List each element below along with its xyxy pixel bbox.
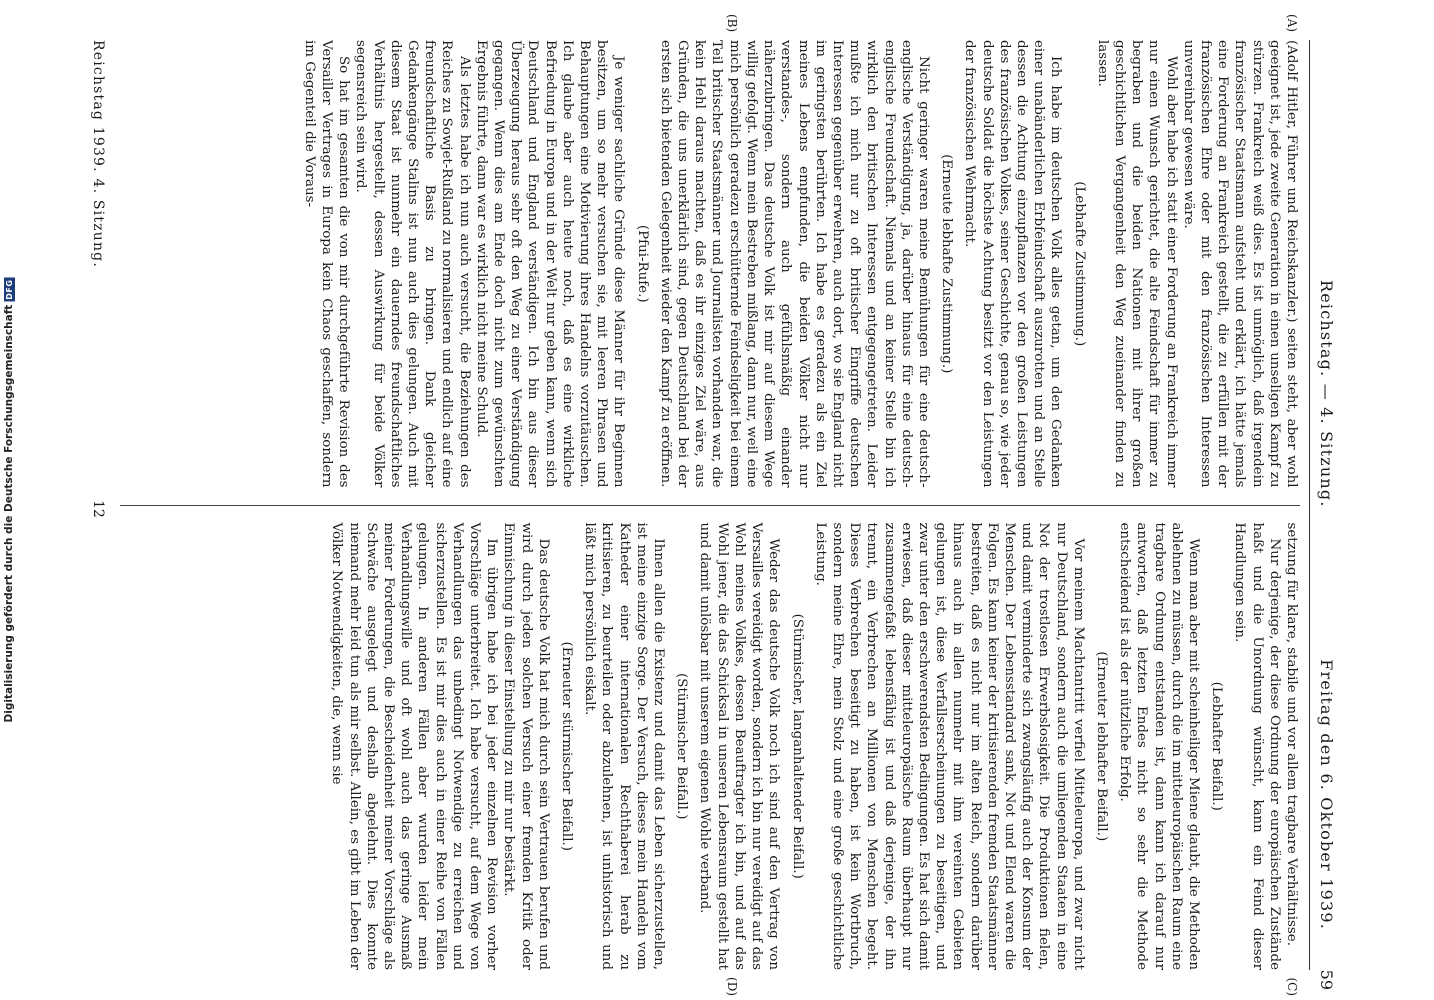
left-column (120, 14, 1300, 488)
dfg-logo: DFG (4, 279, 14, 300)
paragraph: Wenn man aber mit scheinheiliger Miene glaubt, die Methoden ablehnen zu müssen, durch die im mitteleuropäischen Raum eine tragbare Ordnung entstanden ist, dann kann ich darauf nur antworten, daß letzten Endes nicht so sehr die Methode entscheidend ist als der nützliche Erfolg. (1117, 522, 1201, 970)
margin-marker-a: (A) (1285, 14, 1299, 33)
paragraph: Je weniger sachliche Gründe diese Männer für ihr Beginnen besitzen, um so mehr versuchen sie, mit leeren Phrasen und Behauptungen eine Motivierung ihres Handelns vorzutäuschen. Ich glaube aber auch heute noch, daß es eine wirkliche Befriedung in Europa und in der Welt nur geben kann, wenn sich Deutschland und England verständigen. Ich bin aus dieser Überzeugung heraus sehr oft den Weg zu einer Verständigung gegangen. Wenn dies am Ende doch nicht zum gewünschten Ergebnis führte, dann war es wirklich nicht meine Schuld. (473, 40, 627, 488)
stage-direction: (Stürmischer Beifall.) (674, 673, 690, 820)
page-header (1309, 40, 1340, 990)
paragraph: Als letztes habe ich nun auch versucht, die Beziehungen des Reiches zu Sowjet-Rußland zu normalisieren und endlich auf eine freundschaftliche Basis zu bringen. Dank gleicher Gedankengänge Stalins ist nun auch dies gelungen. Auch mit diesem Staat ist nunmehr ein dauerndes freundschaftliches Verhältnis hergestellt, dessen Auswirkung für beide Völker segensreich sein wird. (353, 40, 472, 488)
digitization-notice-text: Digitalisierung gefördert durch die Deutsche Forschungsgemeinschaft (3, 304, 15, 723)
paragraph: Nicht geringer waren meine Bemühungen für eine deutsch-englische Verständigung, ja, darüber hinaus für eine deutsch-englische Freundschaft. Niemals und an keiner Stelle bin ich wirklich den britischen Interessen entgegengetreten. Leider mußte ich mich nur zu oft britischer Eingriffe deutschen Interessen gegenüber erwehren, auch dort, wo sie England nicht im geringsten berührten. Ich habe es geradezu als ein Ziel meines Lebens empfunden, die beiden Völker nicht nur verstandes-, sondern auch gefühlsmäßig einander näherzubringen. Das deutsche Volk ist mir auf diesem Wege willig gefolgt. Wenn mein Bestreben mißlang, dann nur, weil eine mich persönlich geradezu erschütternde Feindseligkeit bei einem Teil britischer Staatsmänner und Journalisten vorhanden war, die kein Hehl daraus machten, daß es ihr einziges Ziel wäre, aus Gründen, die uns unerklärlich sind, gegen Deutschland bei der ersten sich bietenden Gelegenheit wieder den Kampf zu eröffnen. (657, 40, 931, 488)
margin-marker-c: (C) (1285, 977, 1299, 996)
margin-marker-d: (D) (725, 977, 739, 996)
page-footer-session: Reichstag 1939. 4. Sitzung. (90, 40, 106, 268)
paragraph: Im übrigen habe ich bei jeder einzelnen Revision vorher Vorschläge unterbreitet. Ich habe versucht, auf dem Wege von Verhandlungen das unbedingt Notwendige zu erreichen und sicherzustellen. Es ist mir dies auch in einer Reihe von Fällen gelungen. In anderen Fällen aber wurden leider mein Verhandlungswille und oft wohl auch das geringe Ausmaß meiner Forderungen, die Bescheidenheit meiner Vorschläge als Schwäche ausgelegt und deshalb abgelehnt. Dies konnte niemand mehr leid tun als mir selbst. Allein, es gibt im Leben der Völker Notwendigkeiten, die, wenn sie (329, 522, 500, 970)
paragraph: (Adolf Hitler, Führer und Reichskanzler.) seiten steht, aber wohl geeignet ist, jede zweite Generation in einen unseligen Kampf zu stürzen. Frankreich weiß dies. Es ist unmöglich, daß irgendein französischer Staatsmann aufsteht und erklärt, ich hätte jemals eine Forderung an Frankreich gestellt, die zu erfüllen mit der französischen Ehre oder mit den französischen Interessen unvereinbar gewesen wäre. (1180, 40, 1299, 488)
paragraph: So hat im gesamten die von mir durchgeführte Revision des Versailler Vertrages in Europa kein Chaos geschaffen, sondern im Gegenteil die Voraus- (301, 40, 352, 488)
paragraph: Nur derjenige, der diese Ordnung der europäischen Zustände haßt und die Unordnung wünscht, kann ein Feind dieser Handlungen sein. (1232, 522, 1282, 970)
paragraph: Vor meinem Machtantritt verfiel Mitteleuropa, und zwar nicht nur Deutschland, sondern auch die umliegenden Staaten in eine Not der trostlosen Erwerbslosigkeit. Die Produktionen fielen, und damit verminderte sich zwangsläufig auch der Konsum der Menschen. Der Lebensstandard sank, Not und Elend waren die Folgen. Es kann keiner der kritisierenden fremden Staatsmänner bestreiten, daß es nicht nur im alten Reich, sondern darüber hinaus auch in allen nunmehr mit ihm vereinten Gebieten gelungen ist, diese Verfallserscheinungen zu beseitigen, und zwar unter den erschwerendsten Bedingungen. Es hat sich damit erwiesen, daß dieser mitteleuropäische Raum überhaupt nur zusammengefaßt lebensfähig ist und daß derjenige, der ihn trennt, ein Verbrechen an Millionen von Menschen begeht. Dieses Verbrechen beseitigt zu haben, ist kein Wortbruch, sondern meine Ehre, mein Stolz und eine große geschichtliche Leistung. (812, 522, 1086, 970)
paragraph: Weder das deutsche Volk noch ich sind auf den Vertrag von Versailles vereidigt worden, sondern ich bin nur vereidigt auf das Wohl meines Volkes, dessen Beauftragter ich bin, und auf das Wohl jener, die das Schicksal in unseren Lebensraum gestellt hat und damit unlösbar mit unserem eigenen Wohle verband. (697, 522, 782, 970)
paragraph: Das deutsche Volk hat mich durch sein Vertrauen berufen und wird durch jeden solchen Versuch einer fremden Kritik oder Einmischung in dieser Einstellung zu mir nur bestärkt. (501, 522, 551, 970)
text-columns (120, 14, 1300, 996)
page-footer-number: 12 (90, 500, 106, 518)
paragraph: Wohl aber habe ich statt einer Forderung an Frankreich immer nur einen Wunsch gerichtet, die alte Feindschaft für immer zu begraben und die beiden Nationen mit ihrer großen geschichtlichen Vergangenheit den Weg zueinander finden zu lassen. (1094, 40, 1179, 488)
stage-direction: (Lebhafter Beifall.) (1209, 681, 1225, 811)
digitization-sidebar (0, 0, 18, 1000)
stage-direction: (Erneute lebhafte Zustimmung.) (939, 154, 955, 374)
column-divider (120, 505, 1300, 506)
stage-direction: (Pfui-Rufe.) (634, 224, 650, 303)
margin-marker-b: (B) (725, 14, 739, 33)
stage-direction: (Lebhafte Zustimmung.) (1071, 181, 1087, 347)
paragraph: Ihnen allen die Existenz und damit das Leben sicherzustellen, ist meine einzige Sorge. Der Versuch, dieses mein Handeln vom Katheder einer internationalen Rechthaberei herab zu kritisieren, zu beurteilen oder abzulehnen, ist unhistorisch und läßt mich persönlich eiskalt. (582, 522, 667, 970)
paragraph: Ich habe im deutschen Volk alles getan, um den Gedanken einer unabänderlichen Erbfeindschaft auszurotten und an Stelle dessen die Achtung einzupflanzen vor den großen Leistungen des französischen Volkes, seiner Geschichte, genau so, wie jeder deutsche Soldat die höchste Achtung besitzt vor den Leistungen der französischen Wehrmacht. (962, 40, 1064, 488)
header-session: Reichstag. — 4. Sitzung. (1317, 280, 1336, 508)
right-column (120, 522, 1300, 996)
rotated-page (50, 0, 1400, 1000)
header-page-number: 59 (1317, 969, 1336, 990)
header-date: Freitag den 6. Oktober 1939. (1317, 659, 1336, 930)
stage-direction: (Erneuter stürmischer Beifall.) (559, 641, 575, 851)
digitization-notice (3, 278, 15, 723)
stage-direction: (Stürmischer, langanhaltender Beifall.) (789, 613, 805, 879)
paragraph: setzung für klare, stabile und vor allem tragbare Verhältnisse. (1284, 522, 1299, 946)
stage-direction: (Erneuter lebhafter Beifall.) (1093, 651, 1109, 842)
